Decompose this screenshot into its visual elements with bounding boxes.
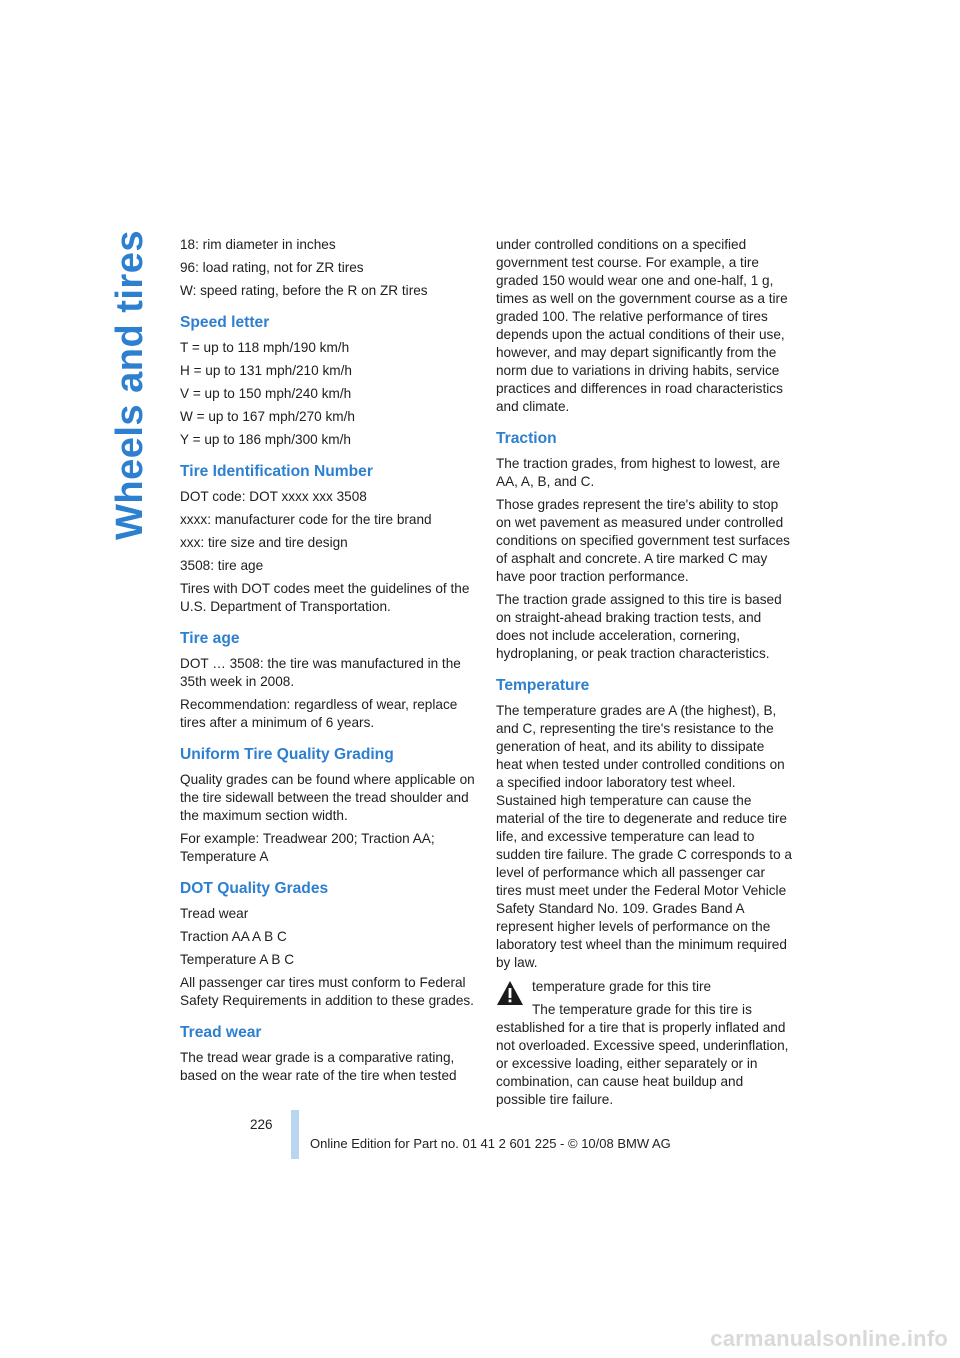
paragraph: Those grades represent the tire's ability to stop on wet pavement as measured under controlled conditions on specified government test surfaces of asphalt and concrete. A tire marked C may have poor traction performance. <box>496 497 790 584</box>
warning-title: temperature grade for this tire <box>532 979 712 994</box>
chapter-title: Wheels and tires <box>109 230 151 540</box>
heading-speed-letter: Speed letter <box>180 314 270 331</box>
paragraph: under controlled conditions on a specified government test course. For example, a tire graded 150 would wear one and one-half, 1 g, times as well on the government course as a tire graded 100. The relative performance of tires depends upon the actual conditions of their use, however, and may depart significantly from the norm due to variations in driving habits, service practices and differences in road characteristics and climate. <box>496 237 788 414</box>
footer-bar <box>291 1110 299 1159</box>
paragraph: The tread wear grade is a comparative rating, based on the wear rate of the tire when tested <box>180 1050 457 1083</box>
left-column <box>180 236 476 1090</box>
paragraph: W: speed rating, before the R on ZR tires <box>180 283 428 298</box>
heading-tire-identification-number: Tire Identification Number <box>180 463 373 480</box>
paragraph: Temperature A B C <box>180 952 295 967</box>
warning-note <box>496 978 792 1109</box>
heading-tire-age: Tire age <box>180 630 240 647</box>
heading-uniform-tire-quality-grading: Uniform Tire Quality Grading <box>180 746 394 763</box>
paragraph: Tread wear <box>180 906 249 921</box>
paragraph: DOT … 3508: the tire was manufactured in the 35th week in 2008. <box>180 656 461 689</box>
page-footer <box>0 1110 960 1160</box>
heading-tread-wear: Tread wear <box>180 1024 262 1041</box>
heading-temperature: Temperature <box>496 677 590 694</box>
paragraph: H = up to 131 mph/210 km/h <box>180 363 352 378</box>
paragraph: T = up to 118 mph/190 km/h <box>180 340 350 355</box>
warning-text-content: The temperature grade for this tire is established for a tire that is properly inflated and not overloaded. Excessive speed, underinflation, or excessive loading, either separately or in combination, can cause heat buildup and possible tire failure. <box>496 1002 789 1107</box>
paragraph: Recommendation: regardless of wear, replace tires after a minimum of 6 years. <box>180 697 458 730</box>
edition-note: Online Edition for Part no. 01 41 2 601 225 - © 10/08 BMW AG <box>310 1136 671 1151</box>
page-number: 226 <box>250 1117 273 1132</box>
paragraph: Tires with DOT codes meet the guidelines of the U.S. Department of Transportation. <box>180 581 470 614</box>
paragraph: Y = up to 186 mph/300 km/h <box>180 432 351 447</box>
paragraph: W = up to 167 mph/270 km/h <box>180 409 355 424</box>
paragraph: Quality grades can be found where applicable on the tire sidewall between the tread shoulder and the maximum section width. <box>180 772 475 823</box>
paragraph: 96: load rating, not for ZR tires <box>180 260 364 275</box>
paragraph: The traction grades, from highest to lowest, are AA, A, B, and C. <box>496 456 781 489</box>
paragraph: 3508: tire age <box>180 558 264 573</box>
paragraph: For example: Treadwear 200; Traction AA; Temperature A <box>180 831 435 864</box>
right-column <box>496 236 792 1114</box>
paragraph: V = up to 150 mph/240 km/h <box>180 386 352 401</box>
heading-dot-quality-grades: DOT Quality Grades <box>180 880 329 897</box>
paragraph: 18: rim diameter in inches <box>180 237 336 252</box>
watermark: carmanualsonline.info <box>710 1326 948 1351</box>
paragraph: xxxx: manufacturer code for the tire brand <box>180 512 432 527</box>
paragraph: Traction AA A B C <box>180 929 287 944</box>
paragraph: DOT code: DOT xxxx xxx 3508 <box>180 489 367 504</box>
paragraph: The temperature grades are A (the highest), B, and C, representing the tire's resistance to the generation of heat, and its ability to dissipate heat when tested under controlled conditions on a specified indoor laboratory test wheel. Sustained high temperature can cause the material of the tire to degenerate and reduce tire life, and excessive temperature can lead to sudden tire failure. The grade C corresponds to a level of performance which all passenger car tires must meet under the Federal Motor Vehicle Safety Standard No. 109. Grades Band A represent higher levels of performance on the laboratory test wheel than the minimum required by law. <box>496 703 792 970</box>
sidebar <box>100 230 160 550</box>
paragraph: xxx: tire size and tire design <box>180 535 348 550</box>
heading-traction: Traction <box>496 430 557 447</box>
paragraph: All passenger car tires must conform to Federal Safety Requirements in addition to these grades. <box>180 975 474 1008</box>
warning-text <box>496 1001 792 1109</box>
warning-triangle-icon <box>496 980 524 1006</box>
paragraph: The traction grade assigned to this tire is based on straight-ahead braking traction tests, and does not include acceleration, cornering, hydroplaning, or peak traction characteristics. <box>496 592 782 661</box>
